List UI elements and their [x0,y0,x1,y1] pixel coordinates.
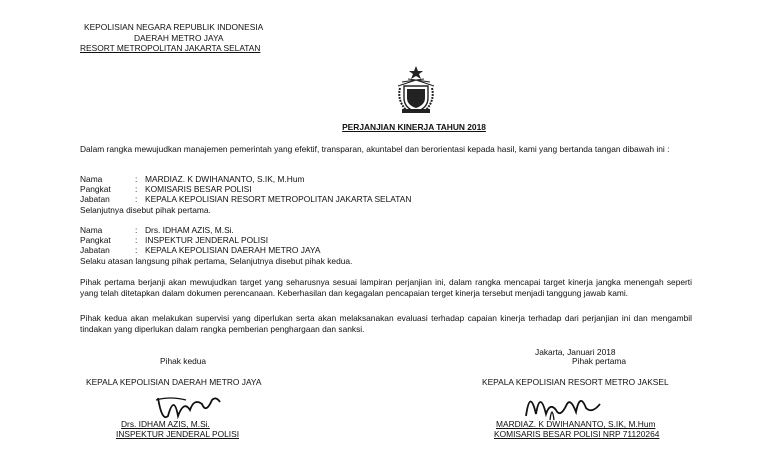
colon: : [135,174,138,184]
intro-paragraph: Dalam rangka mewujudkan manajemen pemerintah yang efektif, transparan, akuntabel dan berorientasi kepada hasil, kami yang bertanda tangan dibawah ini : [80,144,670,154]
left-signer-position: KEPALA KEPOLISIAN DAERAH METRO JAYA [86,377,262,387]
colon: : [135,184,138,194]
party2-rank-row [80,235,268,246]
right-signer-name: MARDIAZ. K DWIHANANTO, S.IK, M.Hum [496,419,656,429]
field-value: MARDIAZ. K DWIHANANTO, S.IK, M.Hum [145,174,305,184]
party1-note: Selanjutnya disebut pihak pertama. [80,205,211,215]
left-signer-label: Pihak kedua [160,356,207,366]
letterhead-line-1: KEPOLISIAN NEGARA REPUBLIK INDONESIA [84,22,264,32]
paragraph-1: Pihak pertama berjanji akan mewujudkan target yang seharusnya sesuai lampiran perjanjian ini, dalam rangka mencapai target kinerja jangka menengah seperti yang telah ditetapkan dalam dokumen perencanaan. Keberhasilan dan kegagalan pencapaian terget kinerja tersebut menjadi tanggung jawab kami. [80,277,692,298]
letterhead-line-2: DAERAH METRO JAYA [134,32,224,43]
field-value: KEPALA KEPOLISIAN RESORT METROPOLITAN JAKARTA SELATAN [145,194,412,204]
field-label: Pangkat [80,235,111,245]
colon: : [135,245,138,255]
letterhead [80,22,263,54]
field-label: Jabatan [80,194,110,204]
left-signer-name: Drs. IDHAM AZIS, M.Si. [121,419,210,429]
field-value: INSPEKTUR JENDERAL POLISI [145,235,269,245]
colon: : [135,194,138,204]
letterhead-line-3: RESORT METROPOLITAN JAKARTA SELATAN [80,43,261,53]
field-label: Pangkat [80,184,111,194]
right-signer-label: Pihak pertama [572,356,626,366]
party1-rank-row [80,184,252,195]
colon: : [135,225,138,235]
party1-name-row [80,174,304,185]
police-emblem-icon [394,64,438,114]
field-value: KOMISARIS BESAR POLISI [145,184,252,194]
field-label: Jabatan [80,245,110,255]
right-signer-position: KEPALA KEPOLISIAN RESORT METRO JAKSEL [482,377,669,387]
date-line: Jakarta, Januari 2018 [535,347,616,357]
party2-position-row [80,245,320,256]
party2-name-row [80,225,234,236]
colon: : [135,235,138,245]
party1-position-row [80,194,411,205]
field-value: KEPALA KEPOLISIAN DAERAH METRO JAYA [145,245,321,255]
paragraph-2: Pihak kedua akan melakukan supervisi yang diperlukan serta akan melaksanakan evaluasi terhadap capaian kinerja terhadap dari perjanjian ini dan mengambil tindakan yang diperlukan dalam rangka pemberian penghargaan dan sanksi. [80,313,692,334]
document-title: PERJANJIAN KINERJA TAHUN 2018 [342,122,486,132]
field-label: Nama [80,225,103,235]
field-label: Nama [80,174,103,184]
field-value: Drs. IDHAM AZIS, M.Si. [145,225,234,235]
left-signer-rank: INSPEKTUR JENDERAL POLISI [116,429,240,439]
right-signer-rank: KOMISARIS BESAR POLISI NRP 71120264 [494,429,660,439]
right-signature-icon [520,384,610,424]
party2-note: Selaku atasan langsung pihak pertama, Selanjutnya disebut pihak kedua. [80,256,353,266]
